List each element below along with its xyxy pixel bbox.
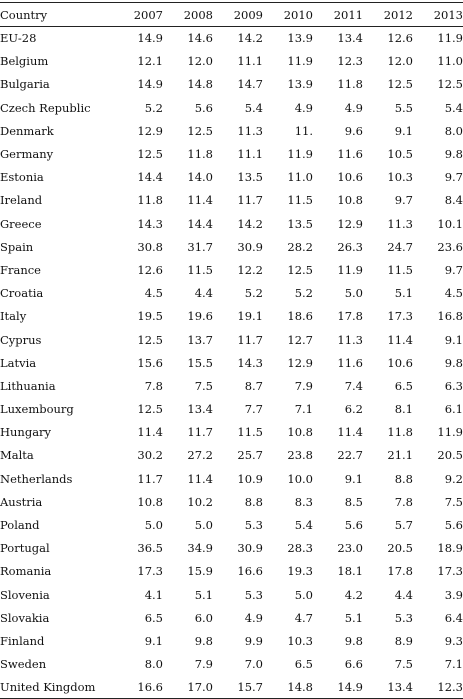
value-cell: 18.9 bbox=[437, 541, 463, 556]
table-header bbox=[0, 3, 463, 27]
country-cell: Belgium bbox=[0, 54, 49, 69]
value-cell: 14.3 bbox=[237, 355, 263, 370]
value-cell: 15.9 bbox=[187, 564, 213, 579]
country-cell: Ireland bbox=[0, 193, 43, 208]
value-cell: 16.6 bbox=[237, 564, 263, 579]
value-cell: 11.4 bbox=[187, 471, 213, 486]
value-cell: 12.5 bbox=[137, 147, 163, 162]
value-cell: 19.5 bbox=[137, 309, 163, 324]
value-cell: 9.1 bbox=[144, 633, 163, 648]
value-cell: 9.7 bbox=[444, 170, 463, 185]
value-cell: 13.9 bbox=[287, 77, 313, 92]
value-cell: 14.8 bbox=[263, 676, 313, 699]
value-cell: 11.3 bbox=[387, 216, 413, 231]
value-cell: 16.8 bbox=[437, 309, 463, 324]
value-cell: 19.3 bbox=[287, 564, 313, 579]
country-cell: Austria bbox=[0, 494, 43, 509]
value-cell: 30.8 bbox=[137, 239, 163, 254]
value-cell: 23.6 bbox=[437, 239, 463, 254]
value-cell: 12.5 bbox=[187, 123, 213, 138]
value-cell: 13.9 bbox=[287, 31, 313, 46]
value-cell: 12.9 bbox=[137, 123, 163, 138]
value-cell: 10.2 bbox=[187, 494, 213, 509]
value-cell: 8.8 bbox=[244, 494, 263, 509]
value-cell: 10.6 bbox=[337, 170, 363, 185]
table-row bbox=[0, 467, 463, 490]
value-cell: 12.5 bbox=[437, 77, 463, 92]
table-row bbox=[0, 50, 463, 73]
country-cell: Czech Republic bbox=[0, 100, 91, 115]
value-cell: 15.7 bbox=[213, 676, 263, 699]
column-header-year: 2007 bbox=[113, 3, 163, 27]
table-row bbox=[0, 398, 463, 421]
value-cell: 17.8 bbox=[337, 309, 363, 324]
value-cell: 11.3 bbox=[337, 332, 363, 347]
value-cell: 14.9 bbox=[137, 77, 163, 92]
value-cell: 15.5 bbox=[187, 355, 213, 370]
value-cell: 14.0 bbox=[187, 170, 213, 185]
table-row bbox=[0, 490, 463, 513]
value-cell: 22.7 bbox=[337, 448, 363, 463]
value-cell: 6.5 bbox=[144, 610, 163, 625]
value-cell: 11.3 bbox=[237, 123, 263, 138]
value-cell: 11.0 bbox=[437, 54, 463, 69]
value-cell: 26.3 bbox=[337, 239, 363, 254]
value-cell: 5.3 bbox=[244, 518, 263, 533]
value-cell: 34.9 bbox=[187, 541, 213, 556]
table-row bbox=[0, 258, 463, 281]
value-cell: 9.1 bbox=[444, 332, 463, 347]
value-cell: 30.2 bbox=[137, 448, 163, 463]
table-body bbox=[0, 27, 463, 699]
table-row bbox=[0, 606, 463, 629]
table-row bbox=[0, 629, 463, 652]
value-cell: 9.7 bbox=[394, 193, 413, 208]
column-header-year: 2008 bbox=[163, 3, 213, 27]
value-cell: 8.7 bbox=[244, 378, 263, 393]
value-cell: 5.1 bbox=[194, 587, 213, 602]
value-cell: 8.9 bbox=[394, 633, 413, 648]
value-cell: 11.5 bbox=[187, 262, 213, 277]
value-cell: 12.3 bbox=[337, 54, 363, 69]
value-cell: 5.6 bbox=[444, 518, 463, 533]
value-cell: 11.4 bbox=[187, 193, 213, 208]
data-table bbox=[0, 2, 463, 699]
value-cell: 25.7 bbox=[237, 448, 263, 463]
value-cell: 10.0 bbox=[287, 471, 313, 486]
value-cell: 4.4 bbox=[394, 587, 413, 602]
column-header-year: 2011 bbox=[313, 3, 363, 27]
table-row bbox=[0, 235, 463, 258]
value-cell: 5.6 bbox=[194, 100, 213, 115]
value-cell: 4.5 bbox=[444, 286, 463, 301]
value-cell: 13.5 bbox=[287, 216, 313, 231]
value-cell: 8.0 bbox=[444, 123, 463, 138]
country-cell: United Kingdom bbox=[0, 676, 113, 699]
value-cell: 28.3 bbox=[287, 541, 313, 556]
value-cell: 5.2 bbox=[144, 100, 163, 115]
value-cell: 11.5 bbox=[287, 193, 313, 208]
value-cell: 14.2 bbox=[237, 31, 263, 46]
value-cell: 6.4 bbox=[444, 610, 463, 625]
value-cell: 9.7 bbox=[444, 262, 463, 277]
value-cell: 14.7 bbox=[237, 77, 263, 92]
value-cell: 5.1 bbox=[344, 610, 363, 625]
table-row bbox=[0, 560, 463, 583]
value-cell: 11.8 bbox=[337, 77, 363, 92]
value-cell: 6.1 bbox=[444, 402, 463, 417]
value-cell: 6.2 bbox=[344, 402, 363, 417]
value-cell: 14.9 bbox=[137, 31, 163, 46]
value-cell: 10.3 bbox=[387, 170, 413, 185]
country-cell: Germany bbox=[0, 147, 54, 162]
value-cell: 4.5 bbox=[144, 286, 163, 301]
value-cell: 12.6 bbox=[387, 31, 413, 46]
value-cell: 7.8 bbox=[144, 378, 163, 393]
value-cell: 9.2 bbox=[444, 471, 463, 486]
value-cell: 11.6 bbox=[337, 355, 363, 370]
value-cell: 12.5 bbox=[137, 402, 163, 417]
value-cell: 9.3 bbox=[444, 633, 463, 648]
table-row bbox=[0, 583, 463, 606]
value-cell: 12.7 bbox=[287, 332, 313, 347]
value-cell: 17.3 bbox=[137, 564, 163, 579]
value-cell: 13.4 bbox=[363, 676, 413, 699]
value-cell: 6.5 bbox=[394, 378, 413, 393]
value-cell: 13.5 bbox=[237, 170, 263, 185]
country-cell: France bbox=[0, 262, 41, 277]
value-cell: 6.0 bbox=[194, 610, 213, 625]
country-cell: Netherlands bbox=[0, 471, 73, 486]
value-cell: 5.6 bbox=[344, 518, 363, 533]
table-row bbox=[0, 374, 463, 397]
value-cell: 11.6 bbox=[337, 147, 363, 162]
value-cell: 7.9 bbox=[294, 378, 313, 393]
value-cell: 21.1 bbox=[387, 448, 413, 463]
value-cell: 14.2 bbox=[237, 216, 263, 231]
value-cell: 10.8 bbox=[137, 494, 163, 509]
table-row bbox=[0, 189, 463, 212]
value-cell: 12.3 bbox=[413, 676, 463, 699]
value-cell: 11.9 bbox=[437, 31, 463, 46]
value-cell: 5.2 bbox=[294, 286, 313, 301]
value-cell: 8.1 bbox=[394, 402, 413, 417]
value-cell: 10.9 bbox=[237, 471, 263, 486]
value-cell: 12.0 bbox=[187, 54, 213, 69]
value-cell: 7.1 bbox=[294, 402, 313, 417]
value-cell: 17.3 bbox=[437, 564, 463, 579]
table-row bbox=[0, 513, 463, 536]
value-cell: 36.5 bbox=[137, 541, 163, 556]
column-header-year: 2012 bbox=[363, 3, 413, 27]
country-cell: Croatia bbox=[0, 286, 44, 301]
value-cell: 11.7 bbox=[237, 332, 263, 347]
value-cell: 11.4 bbox=[137, 425, 163, 440]
value-cell: 12.1 bbox=[137, 54, 163, 69]
value-cell: 12.0 bbox=[387, 54, 413, 69]
value-cell: 18.6 bbox=[287, 309, 313, 324]
value-cell: 28.2 bbox=[287, 239, 313, 254]
value-cell: 9.1 bbox=[394, 123, 413, 138]
value-cell: 10.8 bbox=[337, 193, 363, 208]
value-cell: 8.5 bbox=[344, 494, 363, 509]
value-cell: 14.4 bbox=[187, 216, 213, 231]
value-cell: 4.7 bbox=[294, 610, 313, 625]
value-cell: 10.1 bbox=[437, 216, 463, 231]
value-cell: 11.9 bbox=[437, 425, 463, 440]
value-cell: 11.8 bbox=[187, 147, 213, 162]
value-cell: 9.6 bbox=[344, 123, 363, 138]
value-cell: 8.4 bbox=[444, 193, 463, 208]
value-cell: 17.0 bbox=[163, 676, 213, 699]
value-cell: 11.9 bbox=[287, 147, 313, 162]
value-cell: 14.6 bbox=[187, 31, 213, 46]
value-cell: 5.4 bbox=[294, 518, 313, 533]
table-row bbox=[0, 96, 463, 119]
value-cell: 9.9 bbox=[244, 633, 263, 648]
value-cell: 12.5 bbox=[387, 77, 413, 92]
value-cell: 20.5 bbox=[387, 541, 413, 556]
value-cell: 7.7 bbox=[244, 402, 263, 417]
value-cell: 9.8 bbox=[444, 355, 463, 370]
value-cell: 12.2 bbox=[237, 262, 263, 277]
country-cell: Latvia bbox=[0, 355, 37, 370]
value-cell: 5.0 bbox=[294, 587, 313, 602]
value-cell: 10.8 bbox=[287, 425, 313, 440]
country-cell: Estonia bbox=[0, 170, 44, 185]
value-cell: 11.9 bbox=[287, 54, 313, 69]
value-cell: 11.5 bbox=[237, 425, 263, 440]
value-cell: 24.7 bbox=[387, 239, 413, 254]
value-cell: 10.3 bbox=[287, 633, 313, 648]
value-cell: 13.4 bbox=[337, 31, 363, 46]
country-cell: Lithuania bbox=[0, 378, 56, 393]
value-cell: 7.4 bbox=[344, 378, 363, 393]
value-cell: 8.8 bbox=[394, 471, 413, 486]
value-cell: 12.6 bbox=[137, 262, 163, 277]
value-cell: 5.0 bbox=[344, 286, 363, 301]
table-row bbox=[0, 328, 463, 351]
country-cell: Portugal bbox=[0, 541, 50, 556]
value-cell: 19.6 bbox=[187, 309, 213, 324]
value-cell: 4.1 bbox=[144, 587, 163, 602]
value-cell: 17.8 bbox=[387, 564, 413, 579]
value-cell: 5.2 bbox=[244, 286, 263, 301]
value-cell: 12.9 bbox=[287, 355, 313, 370]
country-cell: Hungary bbox=[0, 425, 52, 440]
value-cell: 8.0 bbox=[144, 657, 163, 672]
value-cell: 4.9 bbox=[244, 610, 263, 625]
country-cell: Cyprus bbox=[0, 332, 42, 347]
value-cell: 11.1 bbox=[237, 54, 263, 69]
value-cell: 23.8 bbox=[287, 448, 313, 463]
table-row bbox=[0, 142, 463, 165]
country-cell: Slovakia bbox=[0, 610, 50, 625]
country-cell: Denmark bbox=[0, 123, 54, 138]
country-cell: Spain bbox=[0, 239, 34, 254]
value-cell: 9.8 bbox=[344, 633, 363, 648]
table-row bbox=[0, 653, 463, 676]
value-cell: 5.0 bbox=[144, 518, 163, 533]
value-cell: 17.3 bbox=[387, 309, 413, 324]
country-cell: Luxembourg bbox=[0, 402, 74, 417]
value-cell: 5.4 bbox=[444, 100, 463, 115]
table-row bbox=[0, 537, 463, 560]
value-cell: 11.0 bbox=[287, 170, 313, 185]
value-cell: 7.5 bbox=[394, 657, 413, 672]
value-cell: 11.8 bbox=[137, 193, 163, 208]
value-cell: 8.3 bbox=[294, 494, 313, 509]
value-cell: 10.6 bbox=[387, 355, 413, 370]
value-cell: 9.1 bbox=[344, 471, 363, 486]
value-cell: 23.0 bbox=[337, 541, 363, 556]
column-header-year: 2009 bbox=[213, 3, 263, 27]
value-cell: 3.9 bbox=[444, 587, 463, 602]
value-cell: 11.8 bbox=[387, 425, 413, 440]
value-cell: 5.7 bbox=[394, 518, 413, 533]
value-cell: 11.5 bbox=[387, 262, 413, 277]
value-cell: 12.5 bbox=[287, 262, 313, 277]
value-cell: 4.4 bbox=[194, 286, 213, 301]
value-cell: 16.6 bbox=[113, 676, 163, 699]
value-cell: 4.9 bbox=[294, 100, 313, 115]
value-cell: 31.7 bbox=[187, 239, 213, 254]
column-header-country: Country bbox=[0, 3, 113, 27]
table-row bbox=[0, 212, 463, 235]
country-cell: Slovenia bbox=[0, 587, 50, 602]
country-cell: EU-28 bbox=[0, 31, 37, 46]
value-cell: 7.1 bbox=[444, 657, 463, 672]
value-cell: 12.5 bbox=[137, 332, 163, 347]
table-row bbox=[0, 351, 463, 374]
value-cell: 11.7 bbox=[137, 471, 163, 486]
value-cell: 14.8 bbox=[187, 77, 213, 92]
value-cell: 27.2 bbox=[187, 448, 213, 463]
value-cell: 11.7 bbox=[237, 193, 263, 208]
value-cell: 6.3 bbox=[444, 378, 463, 393]
value-cell: 30.9 bbox=[237, 239, 263, 254]
value-cell: 7.5 bbox=[194, 378, 213, 393]
value-cell: 5.3 bbox=[244, 587, 263, 602]
value-cell: 18.1 bbox=[337, 564, 363, 579]
value-cell: 4.9 bbox=[344, 100, 363, 115]
value-cell: 14.4 bbox=[137, 170, 163, 185]
table-row bbox=[0, 282, 463, 305]
value-cell: 7.9 bbox=[194, 657, 213, 672]
country-cell: Sweden bbox=[0, 657, 47, 672]
column-header-year: 2013 bbox=[413, 3, 463, 27]
value-cell: 20.5 bbox=[437, 448, 463, 463]
value-cell: 9.8 bbox=[444, 147, 463, 162]
value-cell: 7.5 bbox=[444, 494, 463, 509]
value-cell: 6.6 bbox=[344, 657, 363, 672]
country-cell: Poland bbox=[0, 518, 40, 533]
value-cell: 5.1 bbox=[394, 286, 413, 301]
value-cell: 10.5 bbox=[387, 147, 413, 162]
value-cell: 14.3 bbox=[137, 216, 163, 231]
value-cell: 5.3 bbox=[394, 610, 413, 625]
table-row bbox=[0, 27, 463, 50]
table-row bbox=[0, 676, 463, 699]
value-cell: 14.9 bbox=[313, 676, 363, 699]
table-row bbox=[0, 305, 463, 328]
table-row bbox=[0, 444, 463, 467]
value-cell: 19.1 bbox=[237, 309, 263, 324]
header-row bbox=[0, 3, 463, 27]
value-cell: 30.9 bbox=[237, 541, 263, 556]
value-cell: 5.4 bbox=[244, 100, 263, 115]
value-cell: 5.0 bbox=[194, 518, 213, 533]
value-cell: 11.9 bbox=[337, 262, 363, 277]
value-cell: 11.4 bbox=[337, 425, 363, 440]
value-cell: 11.7 bbox=[187, 425, 213, 440]
value-cell: 11. bbox=[294, 123, 313, 138]
country-cell: Bulgaria bbox=[0, 77, 50, 92]
value-cell: 7.8 bbox=[394, 494, 413, 509]
value-cell: 9.8 bbox=[194, 633, 213, 648]
country-cell: Greece bbox=[0, 216, 42, 231]
value-cell: 13.4 bbox=[187, 402, 213, 417]
value-cell: 7.0 bbox=[244, 657, 263, 672]
value-cell: 12.9 bbox=[337, 216, 363, 231]
value-cell: 11.1 bbox=[237, 147, 263, 162]
country-cell: Finland bbox=[0, 633, 45, 648]
value-cell: 11.4 bbox=[387, 332, 413, 347]
value-cell: 4.2 bbox=[344, 587, 363, 602]
country-cell: Romania bbox=[0, 564, 52, 579]
value-cell: 6.5 bbox=[294, 657, 313, 672]
table-row bbox=[0, 73, 463, 96]
value-cell: 15.6 bbox=[137, 355, 163, 370]
country-cell: Malta bbox=[0, 448, 34, 463]
value-cell: 5.5 bbox=[394, 100, 413, 115]
value-cell: 13.7 bbox=[187, 332, 213, 347]
table-row bbox=[0, 166, 463, 189]
table-row bbox=[0, 421, 463, 444]
column-header-year: 2010 bbox=[263, 3, 313, 27]
table-row bbox=[0, 119, 463, 142]
country-cell: Italy bbox=[0, 309, 27, 324]
